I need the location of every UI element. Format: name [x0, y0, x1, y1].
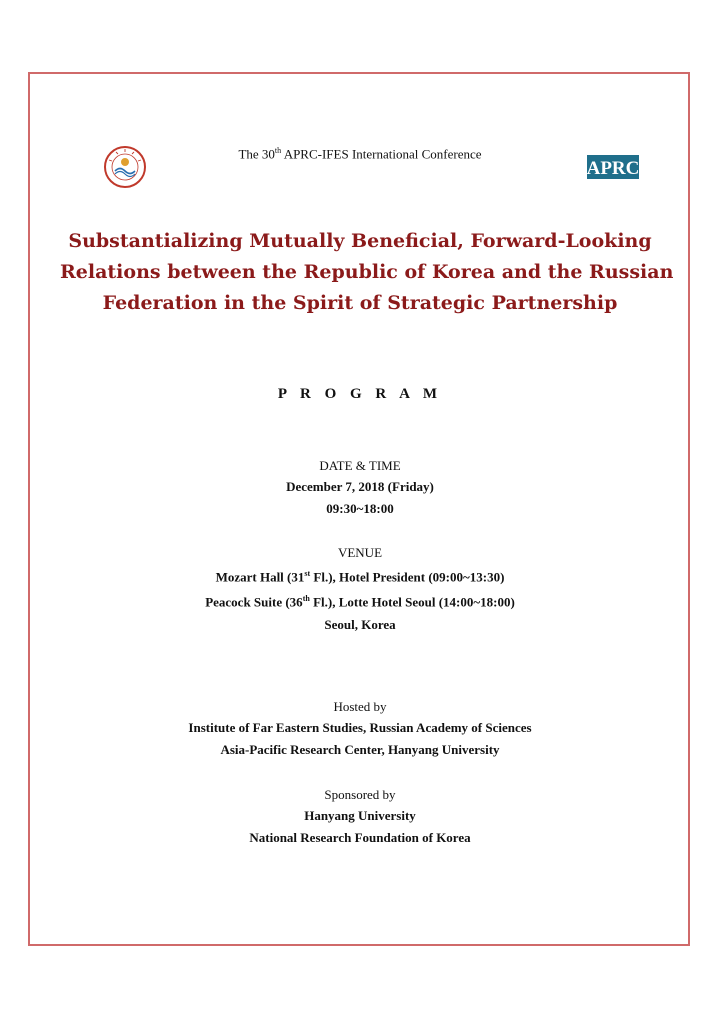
sponsor-1: Hanyang University: [304, 808, 416, 823]
sponsored-section: [0, 784, 720, 849]
event-date: December 7, 2018 (Friday): [286, 479, 434, 494]
title-line-2: Relations between the Republic of Korea and the Russian: [60, 261, 674, 283]
title-line-1: Substantializing Mutually Beneficial, Forward-Looking: [68, 230, 652, 252]
venue-line-1: [0, 563, 720, 588]
date-time-label: DATE & TIME: [319, 458, 401, 473]
aprc-logo-icon: [587, 155, 639, 179]
sponsored-label: Sponsored by: [324, 787, 396, 802]
venue-line-2-b: Fl.), Lotte Hotel Seoul (14:00~18:00): [309, 594, 515, 610]
host-1: Institute of Far Eastern Studies, Russian Academy of Sciences: [188, 720, 532, 735]
venue-line-1-b: Fl.), Hotel President (09:00~13:30): [310, 569, 505, 585]
hosted-label: Hosted by: [333, 699, 387, 714]
title-line-3: Federation in the Spirit of Strategic Partnership: [102, 292, 618, 314]
venue-city: Seoul, Korea: [324, 616, 396, 632]
venue-section: [0, 542, 720, 636]
conference-title: [60, 226, 674, 319]
aprc-logo-text: APRC: [587, 158, 639, 179]
conference-sup: th: [274, 146, 282, 155]
sponsor-2: National Research Foundation of Korea: [249, 830, 471, 845]
venue-line-1-a: Mozart Hall (31: [215, 569, 305, 585]
venue-label: VENUE: [337, 545, 383, 560]
program-heading: P R O G R A M: [277, 386, 443, 402]
date-time-section: [0, 455, 720, 520]
conference-suffix: APRC-IFES International Conference: [281, 146, 482, 162]
venue-line-2-a: Peacock Suite (36: [205, 594, 303, 610]
venue-line-2: [0, 588, 720, 613]
host-2: Asia-Pacific Research Center, Hanyang University: [220, 742, 500, 757]
venue-line-1-sup: st: [304, 569, 311, 578]
event-time: 09:30~18:00: [326, 501, 394, 516]
venue-line-2-sup: th: [302, 594, 310, 604]
hosted-section: [0, 696, 720, 761]
conference-prefix: The 30: [238, 146, 275, 162]
